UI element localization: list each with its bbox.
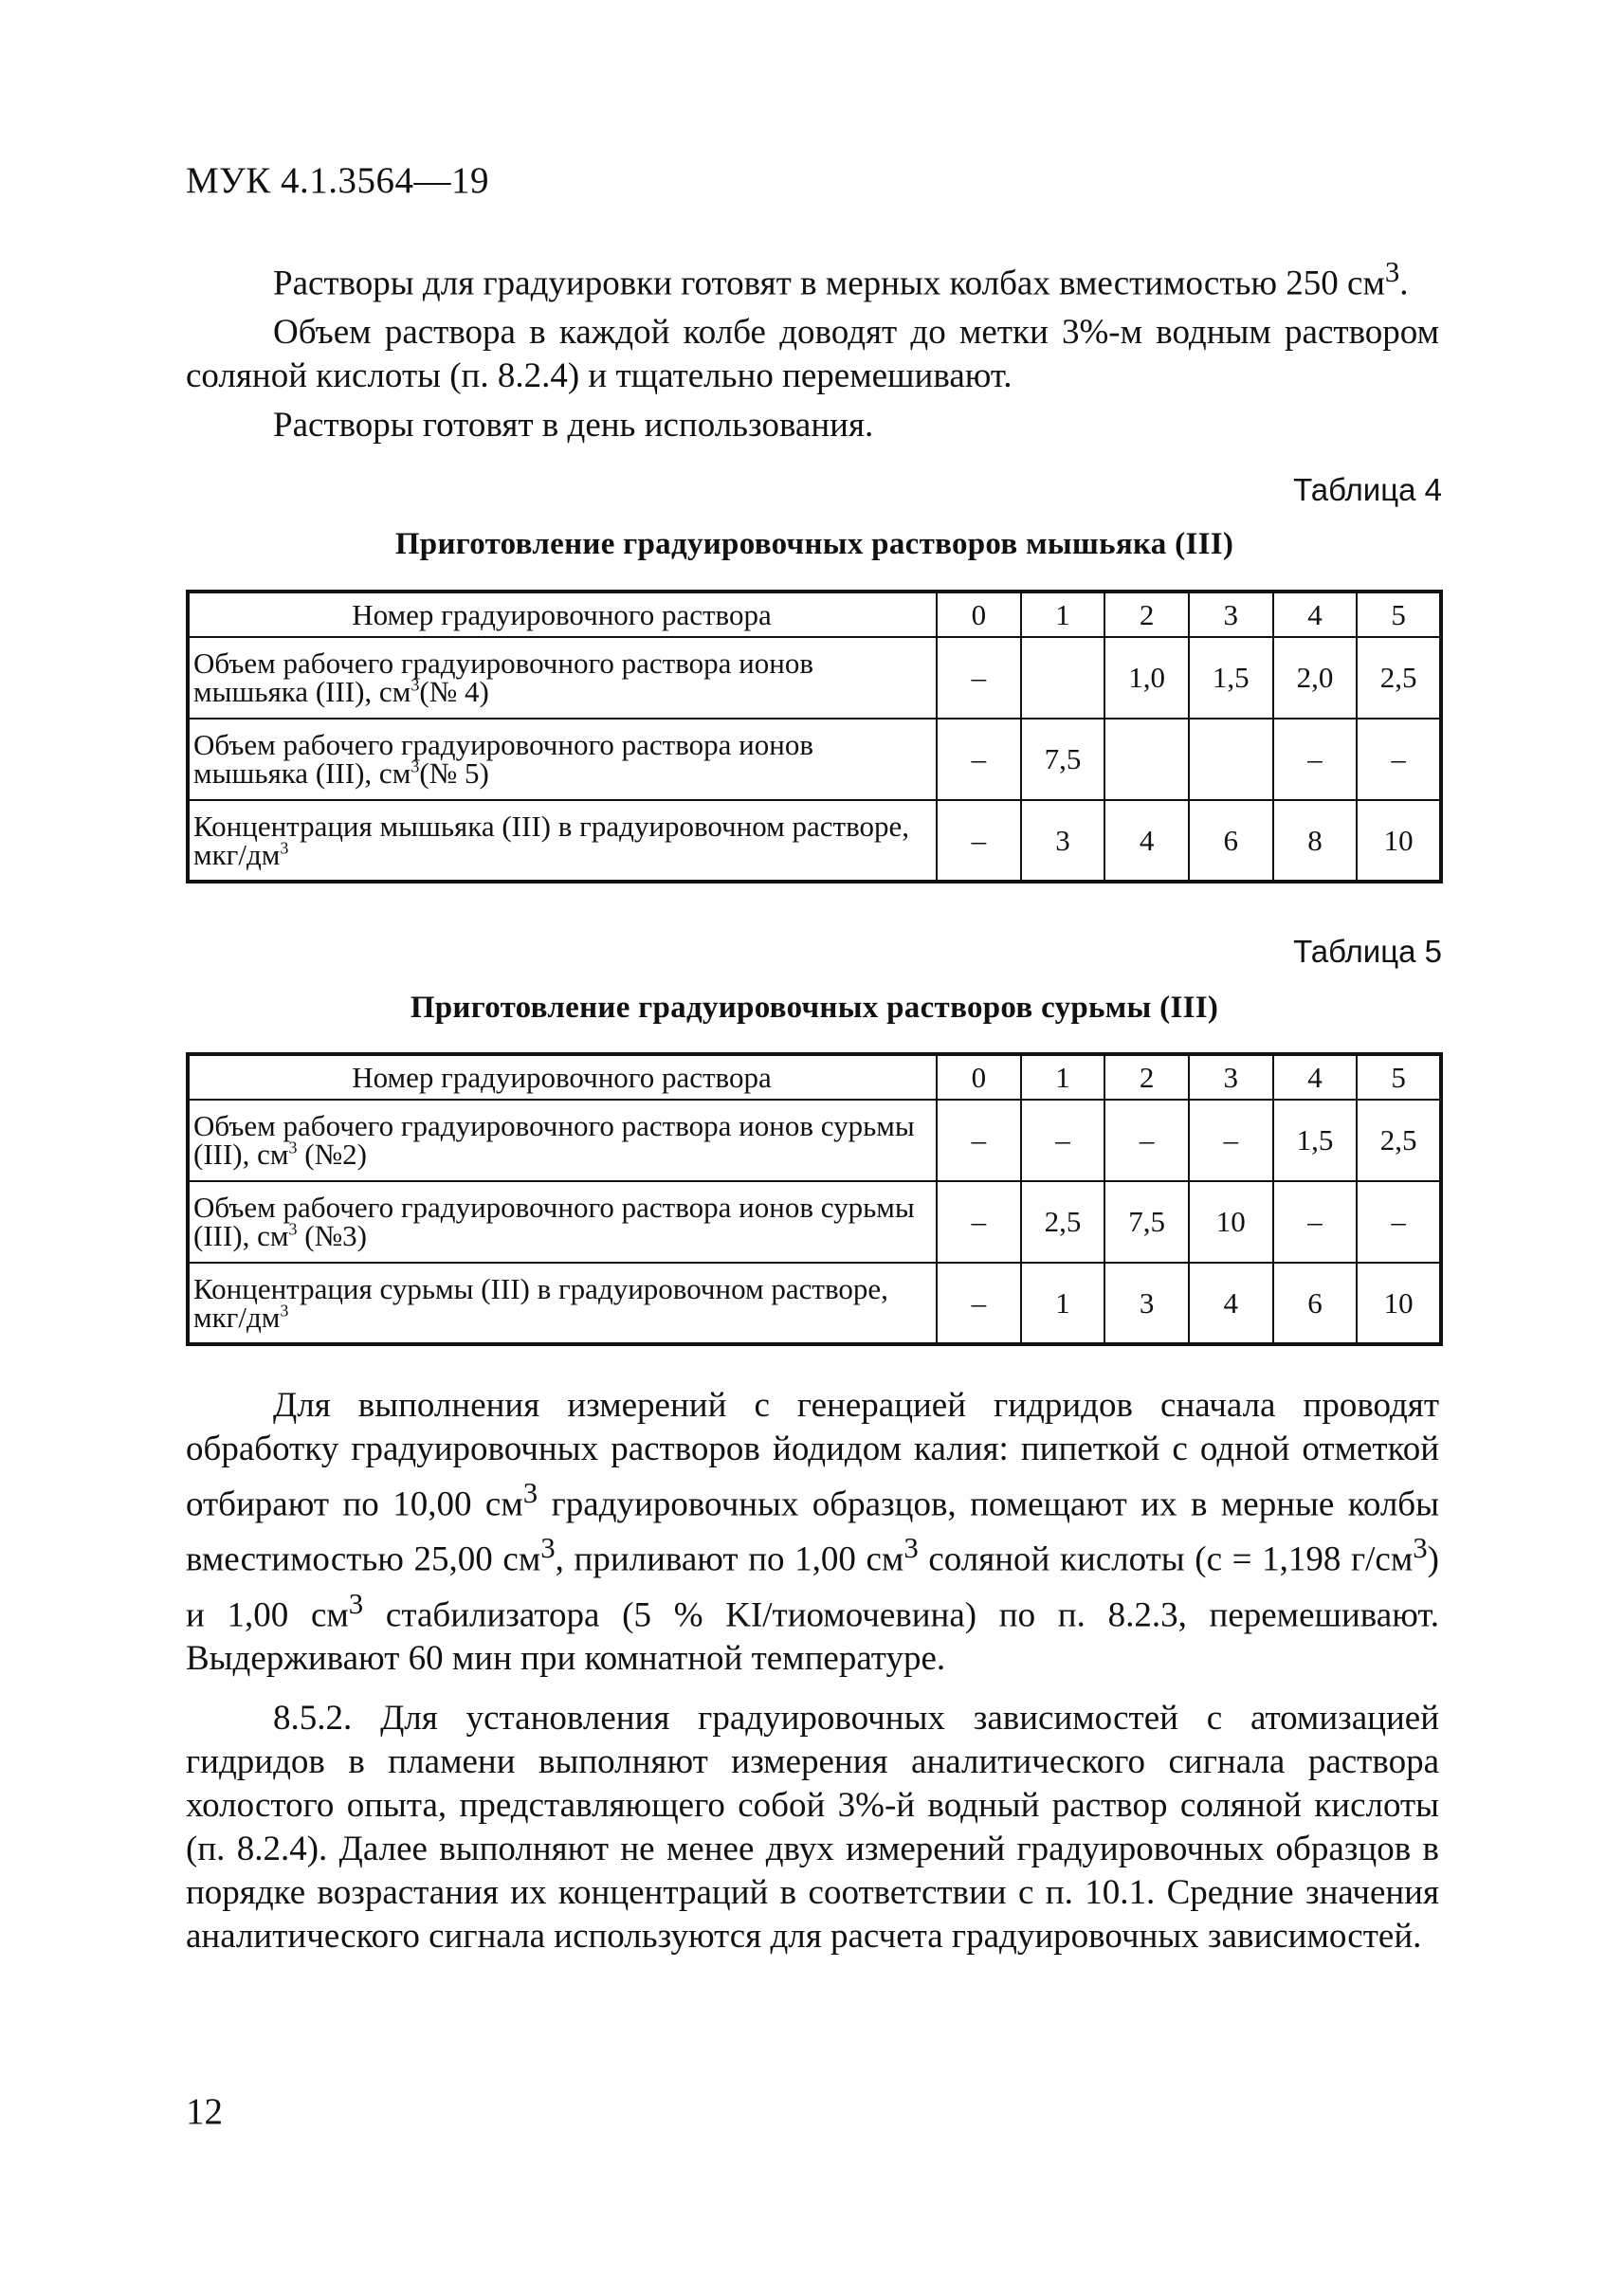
table-cell: 7,5 bbox=[1104, 1181, 1189, 1263]
table-header-cell: 3 bbox=[1189, 592, 1273, 637]
table-cell: 6 bbox=[1273, 1263, 1358, 1344]
table-4 bbox=[186, 590, 1443, 883]
table-cell: 10 bbox=[1357, 800, 1441, 882]
table-cell bbox=[1189, 719, 1273, 800]
table-cell: 1,0 bbox=[1104, 637, 1189, 719]
row-label: Объем рабочего градуировочного раствора ионов мышьяка (III), $см^3(№$ 5) bbox=[188, 719, 937, 800]
table-cell: – bbox=[1189, 1100, 1273, 1181]
hydride-procedure-paragraph: Для выполнения измерений с генерацией гидридов сначала проводят обработку градуировочных растворов йодидом калия: пипеткой с одной отметкой отбирают по 10,00 $см^3$ градуировочных образцов, помещают их в мерные колбы вместимостью 25,00 $см^3$, приливают по 1,00 $см^3$ соляной кислоты (с = 1,198 $г/см^3$) и 1,00 $см^3$ стабилизатора (5 % KI/тиомочевина) по п. 8.2.3, перемешивают. Выдерживают 60 мин при комнатной температуре. bbox=[186, 1386, 1439, 1678]
calibration-paragraph: 8.5.2. Для установления градуировочных зависимостей с атомизацией гидридов в пламени выполняют измерения аналитического сигнала раствора холостого опыта, представляющего собой 3%-й водный раствор соляной кислоты (п. 8.2.4). Далее выполняют не менее двух измерений градуировочных образцов в порядке возрастания их концентраций в соответствии с п. 10.1. Средние значения аналитического сигнала используются для расчета градуировочных зависимостей. bbox=[186, 1699, 1439, 1956]
table-header-cell: 1 bbox=[1021, 592, 1105, 637]
intro-paragraph-3: Растворы готовят в день использования. bbox=[273, 406, 874, 446]
table-5-label: Таблица 5 bbox=[1293, 934, 1442, 969]
table-4-title: Приготовление градуировочных растворов мышьяка (III) bbox=[394, 527, 1234, 561]
table-cell: – bbox=[1273, 719, 1358, 800]
table-cell: 4 bbox=[1104, 800, 1189, 882]
table-cell: – bbox=[937, 637, 1021, 719]
calibration-section bbox=[186, 1697, 1439, 1958]
table-cell: – bbox=[1357, 719, 1441, 800]
intro-paragraph-2: Объем раствора в каждой колбе доводят до метки 3%-м водным раствором соляной кислоты (п. 8.2.4) и тщательно перемешивают. bbox=[186, 313, 1439, 396]
table-cell: 2,0 bbox=[1273, 637, 1358, 719]
table-header-row bbox=[188, 1054, 1441, 1100]
table-cell: – bbox=[937, 800, 1021, 882]
row-label: Концентрация сурьмы (III) в градуировочном растворе, мкг/$дм^3$ bbox=[188, 1263, 937, 1344]
table-cell bbox=[1021, 637, 1105, 719]
table-4-label: Таблица 4 bbox=[1293, 472, 1442, 507]
table-5-title: Приготовление градуировочных растворов сурьмы (III) bbox=[410, 991, 1219, 1025]
table-cell: 3 bbox=[1021, 800, 1105, 882]
table-header-cell: 5 bbox=[1357, 1054, 1441, 1100]
table-cell: – bbox=[937, 1263, 1021, 1344]
table-header-name: Номер градуировочного раствора bbox=[188, 592, 937, 637]
table-row bbox=[188, 800, 1441, 882]
table-cell: – bbox=[1104, 1100, 1189, 1181]
table-header-cell: 4 bbox=[1273, 1054, 1358, 1100]
intro-paragraph-1: Растворы для градуировки готовят в мерных колбах вместимостью 250 $см^3$. bbox=[273, 256, 1409, 303]
table-header-cell: 0 bbox=[937, 592, 1021, 637]
table-row bbox=[188, 1181, 1441, 1263]
table-header-cell: 5 bbox=[1357, 592, 1441, 637]
table-cell: 2,5 bbox=[1357, 637, 1441, 719]
table-row bbox=[188, 1263, 1441, 1344]
table-row bbox=[188, 719, 1441, 800]
table-cell: 1,5 bbox=[1189, 637, 1273, 719]
table-row bbox=[188, 637, 1441, 719]
intro-section bbox=[186, 250, 1439, 447]
row-label: Объем рабочего градуировочного раствора ионов мышьяка (III), $см^3(№$ 4) bbox=[188, 637, 937, 719]
table-header-row bbox=[188, 592, 1441, 637]
table-cell: 2,5 bbox=[1021, 1181, 1105, 1263]
row-label: Концентрация мышьяка (III) в градуировочном растворе, мкг/$дм^3$ bbox=[188, 800, 937, 882]
page-number: 12 bbox=[186, 2091, 223, 2132]
table-cell: – bbox=[1273, 1181, 1358, 1263]
table-cell: – bbox=[937, 1100, 1021, 1181]
table-cell: 4 bbox=[1189, 1263, 1273, 1344]
hydride-procedure-section bbox=[186, 1384, 1439, 1681]
table-header-cell: 2 bbox=[1104, 1054, 1189, 1100]
table-cell: 8 bbox=[1273, 800, 1358, 882]
table-cell: 10 bbox=[1357, 1263, 1441, 1344]
document-code-header: МУК 4.1.3564—19 bbox=[186, 160, 490, 201]
row-label: Объем рабочего градуировочного раствора ионов сурьмы (III), $см^3$ (№3) bbox=[188, 1181, 937, 1263]
table-cell bbox=[1104, 719, 1189, 800]
table-cell: – bbox=[937, 1181, 1021, 1263]
table-row bbox=[188, 1100, 1441, 1181]
table-cell: – bbox=[1357, 1181, 1441, 1263]
table-header-cell: 0 bbox=[937, 1054, 1021, 1100]
table-cell: – bbox=[1021, 1100, 1105, 1181]
table-header-name: Номер градуировочного раствора bbox=[188, 1054, 937, 1100]
table-header-cell: 1 bbox=[1021, 1054, 1105, 1100]
table-header-cell: 4 bbox=[1273, 592, 1358, 637]
table-cell: 10 bbox=[1189, 1181, 1273, 1263]
table-header-cell: 2 bbox=[1104, 592, 1189, 637]
table-cell: 1,5 bbox=[1273, 1100, 1358, 1181]
table-cell: 1 bbox=[1021, 1263, 1105, 1344]
row-label: Объем рабочего градуировочного раствора ионов сурьмы (III), $см^3$ (№2) bbox=[188, 1100, 937, 1181]
table-cell: 6 bbox=[1189, 800, 1273, 882]
table-cell: 7,5 bbox=[1021, 719, 1105, 800]
table-cell: 2,5 bbox=[1357, 1100, 1441, 1181]
table-cell: – bbox=[937, 719, 1021, 800]
table-header-cell: 3 bbox=[1189, 1054, 1273, 1100]
table-cell: 3 bbox=[1104, 1263, 1189, 1344]
table-5 bbox=[186, 1052, 1443, 1346]
